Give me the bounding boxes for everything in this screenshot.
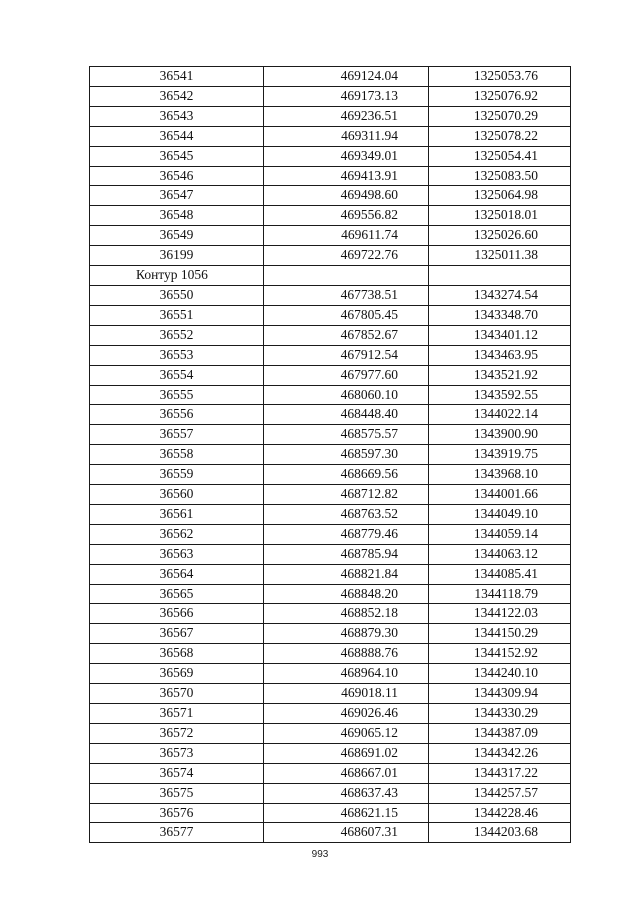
table-row (90, 803, 571, 823)
x-coordinate-cell: 467977.60 (264, 365, 429, 385)
page-number: 993 (311, 849, 329, 860)
y-coordinate-cell: 1344317.22 (429, 763, 571, 783)
point-number-cell: 36563 (90, 544, 264, 564)
table-row (90, 445, 571, 465)
table-row (90, 783, 571, 803)
point-number-cell: 36547 (90, 186, 264, 206)
y-coordinate-cell: 1344387.09 (429, 723, 571, 743)
y-coordinate-cell: 1343968.10 (429, 465, 571, 485)
x-coordinate-cell: 468779.46 (264, 524, 429, 544)
table-row (90, 206, 571, 226)
table-row (90, 604, 571, 624)
x-coordinate-cell: 468607.31 (264, 823, 429, 843)
y-coordinate-cell: 1325018.01 (429, 206, 571, 226)
y-coordinate-cell: 1343900.90 (429, 425, 571, 445)
table-row (90, 624, 571, 644)
table-row (90, 405, 571, 425)
point-number-cell: 36567 (90, 624, 264, 644)
point-number-cell: 36572 (90, 723, 264, 743)
point-number-cell: 36551 (90, 305, 264, 325)
table-row (90, 544, 571, 564)
point-number-cell: 36557 (90, 425, 264, 445)
x-coordinate-cell: 468060.10 (264, 385, 429, 405)
x-coordinate-cell: 469173.13 (264, 86, 429, 106)
y-coordinate-cell: 1344203.68 (429, 823, 571, 843)
x-coordinate-cell: 468785.94 (264, 544, 429, 564)
table-row (90, 186, 571, 206)
y-coordinate-cell: 1344122.03 (429, 604, 571, 624)
y-coordinate-cell: 1325083.50 (429, 166, 571, 186)
table-row (90, 345, 571, 365)
x-coordinate-cell: 469556.82 (264, 206, 429, 226)
table-row (90, 704, 571, 724)
table-row (90, 166, 571, 186)
table-row (90, 504, 571, 524)
table-row (90, 365, 571, 385)
y-coordinate-cell: 1343348.70 (429, 305, 571, 325)
point-number-cell: 36561 (90, 504, 264, 524)
x-coordinate-cell: 469722.76 (264, 246, 429, 266)
y-coordinate-cell: 1344085.41 (429, 564, 571, 584)
x-coordinate-cell: 468821.84 (264, 564, 429, 584)
table-row (90, 86, 571, 106)
table-row (90, 644, 571, 664)
point-number-cell: 36549 (90, 226, 264, 246)
y-coordinate-cell: 1325026.60 (429, 226, 571, 246)
table-row (90, 146, 571, 166)
point-number-cell: 36554 (90, 365, 264, 385)
point-number-cell: 36543 (90, 106, 264, 126)
table-row (90, 126, 571, 146)
y-coordinate-cell: 1344342.26 (429, 743, 571, 763)
y-coordinate-cell: 1344330.29 (429, 704, 571, 724)
point-number-cell: 36574 (90, 763, 264, 783)
x-coordinate-cell: 469611.74 (264, 226, 429, 246)
table-row (90, 763, 571, 783)
y-coordinate-cell: 1343401.12 (429, 325, 571, 345)
y-coordinate-cell: 1325064.98 (429, 186, 571, 206)
point-number-cell: 36545 (90, 146, 264, 166)
x-coordinate-cell: 467912.54 (264, 345, 429, 365)
coordinates-table (89, 66, 571, 843)
table-row (90, 246, 571, 266)
y-coordinate-cell: 1344150.29 (429, 624, 571, 644)
y-coordinate-cell: 1344240.10 (429, 664, 571, 684)
y-coordinate-cell: 1325054.41 (429, 146, 571, 166)
x-coordinate-cell: 469498.60 (264, 186, 429, 206)
table-row (90, 106, 571, 126)
section-title: Контур 1056 (90, 266, 264, 286)
table-row (90, 823, 571, 843)
point-number-cell: 36569 (90, 664, 264, 684)
table-row (90, 684, 571, 704)
x-coordinate-cell: 468597.30 (264, 445, 429, 465)
y-coordinate-cell: 1344059.14 (429, 524, 571, 544)
y-coordinate-cell: 1325076.92 (429, 86, 571, 106)
table-row (90, 584, 571, 604)
point-number-cell: 36552 (90, 325, 264, 345)
point-number-cell: 36548 (90, 206, 264, 226)
point-number-cell: 36576 (90, 803, 264, 823)
x-coordinate-cell: 469413.91 (264, 166, 429, 186)
point-number-cell: 36560 (90, 485, 264, 505)
table-row (90, 285, 571, 305)
point-number-cell: 36558 (90, 445, 264, 465)
x-coordinate-cell: 468763.52 (264, 504, 429, 524)
point-number-cell: 36570 (90, 684, 264, 704)
point-number-cell: 36565 (90, 584, 264, 604)
y-coordinate-cell: 1344228.46 (429, 803, 571, 823)
point-number-cell: 36546 (90, 166, 264, 186)
table-row (90, 524, 571, 544)
x-coordinate-cell: 469124.04 (264, 67, 429, 87)
y-coordinate-cell: 1344022.14 (429, 405, 571, 425)
x-coordinate-cell: 467852.67 (264, 325, 429, 345)
y-coordinate-cell: 1343592.55 (429, 385, 571, 405)
x-coordinate-cell: 469349.01 (264, 146, 429, 166)
point-number-cell: 36556 (90, 405, 264, 425)
y-coordinate-cell: 1343463.95 (429, 345, 571, 365)
table-row (90, 743, 571, 763)
x-coordinate-cell: 468852.18 (264, 604, 429, 624)
y-coordinate-cell: 1343274.54 (429, 285, 571, 305)
point-number-cell: 36555 (90, 385, 264, 405)
point-number-cell: 36575 (90, 783, 264, 803)
point-number-cell: 36559 (90, 465, 264, 485)
y-coordinate-cell: 1325078.22 (429, 126, 571, 146)
x-coordinate-cell: 468964.10 (264, 664, 429, 684)
y-coordinate-cell: 1325053.76 (429, 67, 571, 87)
point-number-cell: 36550 (90, 285, 264, 305)
table-row (90, 67, 571, 87)
point-number-cell: 36566 (90, 604, 264, 624)
x-coordinate-cell: 469311.94 (264, 126, 429, 146)
table-row (90, 485, 571, 505)
x-coordinate-cell: 468575.57 (264, 425, 429, 445)
point-number-cell: 36199 (90, 246, 264, 266)
point-number-cell: 36542 (90, 86, 264, 106)
table-row (90, 226, 571, 246)
table-row (90, 564, 571, 584)
y-coordinate-cell: 1344049.10 (429, 504, 571, 524)
x-coordinate-cell: 468669.56 (264, 465, 429, 485)
y-coordinate-cell: 1344063.12 (429, 544, 571, 564)
table-row (90, 465, 571, 485)
x-coordinate-cell: 468712.82 (264, 485, 429, 505)
table-row (90, 385, 571, 405)
table-row (90, 664, 571, 684)
x-coordinate-cell: 469236.51 (264, 106, 429, 126)
empty-cell (264, 266, 429, 286)
x-coordinate-cell: 468448.40 (264, 405, 429, 425)
point-number-cell: 36541 (90, 67, 264, 87)
x-coordinate-cell: 469026.46 (264, 704, 429, 724)
table-row (90, 305, 571, 325)
point-number-cell: 36564 (90, 564, 264, 584)
point-number-cell: 36562 (90, 524, 264, 544)
coordinates-table-body (90, 67, 571, 843)
x-coordinate-cell: 467805.45 (264, 305, 429, 325)
x-coordinate-cell: 468667.01 (264, 763, 429, 783)
point-number-cell: 36568 (90, 644, 264, 664)
x-coordinate-cell: 468879.30 (264, 624, 429, 644)
y-coordinate-cell: 1344309.94 (429, 684, 571, 704)
x-coordinate-cell: 468621.15 (264, 803, 429, 823)
y-coordinate-cell: 1343521.92 (429, 365, 571, 385)
point-number-cell: 36544 (90, 126, 264, 146)
section-header-row (90, 266, 571, 286)
table-row (90, 325, 571, 345)
x-coordinate-cell: 469018.11 (264, 684, 429, 704)
x-coordinate-cell: 468637.43 (264, 783, 429, 803)
y-coordinate-cell: 1325070.29 (429, 106, 571, 126)
y-coordinate-cell: 1344257.57 (429, 783, 571, 803)
x-coordinate-cell: 469065.12 (264, 723, 429, 743)
x-coordinate-cell: 468691.02 (264, 743, 429, 763)
x-coordinate-cell: 468848.20 (264, 584, 429, 604)
point-number-cell: 36553 (90, 345, 264, 365)
y-coordinate-cell: 1344118.79 (429, 584, 571, 604)
table-row (90, 425, 571, 445)
point-number-cell: 36571 (90, 704, 264, 724)
empty-cell (429, 266, 571, 286)
y-coordinate-cell: 1344152.92 (429, 644, 571, 664)
y-coordinate-cell: 1343919.75 (429, 445, 571, 465)
y-coordinate-cell: 1344001.66 (429, 485, 571, 505)
y-coordinate-cell: 1325011.38 (429, 246, 571, 266)
point-number-cell: 36577 (90, 823, 264, 843)
x-coordinate-cell: 467738.51 (264, 285, 429, 305)
x-coordinate-cell: 468888.76 (264, 644, 429, 664)
table-row (90, 723, 571, 743)
point-number-cell: 36573 (90, 743, 264, 763)
